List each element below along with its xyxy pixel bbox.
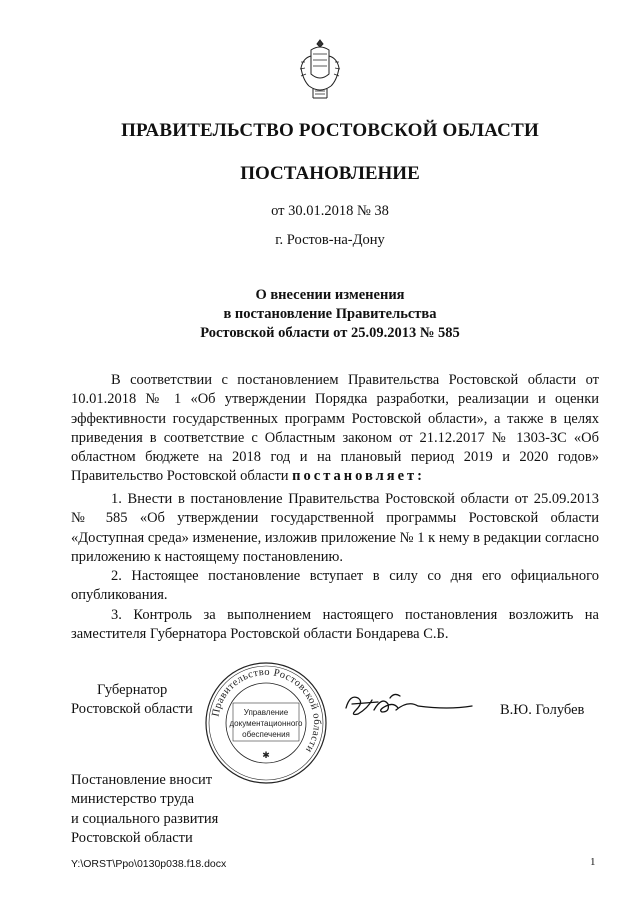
subject-line-2: в постановление Правительства — [223, 306, 437, 322]
decree-item: 3. Контроль за выполнением настоящего постановления возложить на заместителя Губернатора Ростовской области Бондарева С.Б. — [71, 606, 599, 643]
note-line-1: Постановление вносит — [71, 772, 213, 788]
note-line-3: и социального развития — [71, 810, 219, 827]
decree-subject — [60, 286, 600, 343]
city: г. Ростов-на-Дону — [275, 232, 385, 248]
coat-of-arms-icon — [297, 36, 343, 102]
seal-inner-line-3: обеспечения — [242, 730, 290, 739]
resolves-keyword: постановляет: — [292, 468, 426, 485]
file-path: Y:\ORST\Ppo\0130p038.f18.docx — [71, 858, 227, 870]
subject-line-1: О внесении изменения — [255, 287, 405, 303]
note-line-2: министерство труда — [71, 791, 195, 808]
svg-text:✱: ✱ — [262, 750, 270, 760]
decree-item: 1. Внести в постановление Правительства Ростовской области от 25.09.2013 № 585 «Об утверждении государственной программы Ростовской области «Доступная среда» изменение, изложив приложение № 1 к нему в редакции согласно приложению к настоящему постановлению. — [71, 491, 599, 565]
seal-ring-text: Правительство Ростовской области — [210, 666, 323, 755]
decree-items — [71, 490, 599, 644]
position-line-1: Губернатор — [97, 682, 168, 698]
page-number: 1 — [590, 856, 596, 868]
subject-line-3: Ростовской области от 25.09.2013 № 585 — [200, 325, 460, 341]
decree-date-number: от 30.01.2018 № 38 — [271, 203, 389, 219]
seal-inner-line-1: Управление — [243, 708, 289, 717]
handwritten-signature — [338, 680, 478, 725]
signatory-name: В.Ю. Голубев — [500, 702, 585, 718]
preamble-paragraph — [71, 371, 599, 487]
submitted-by-note — [71, 771, 271, 848]
signatory-position — [71, 681, 211, 720]
note-line-4: Ростовской области — [71, 829, 193, 846]
position-line-2: Ростовской области — [71, 701, 193, 718]
decree-title: ПОСТАНОВЛЕНИЕ — [240, 163, 420, 184]
decree-item: 2. Настоящее постановление вступает в силу со дня его официального опубликования. — [71, 568, 599, 604]
government-title: ПРАВИТЕЛЬСТВО РОСТОВСКОЙ ОБЛАСТИ — [121, 120, 539, 141]
seal-inner-line-2: документационного — [229, 719, 303, 728]
official-seal — [203, 660, 329, 786]
preamble-text: В соответствии с постановлением Правительства Ростовской области от 10.01.2018 № 1 «Об утверждении Порядка разработки, реализации и оценки эффективности государственных программ Ростовской области», а также в целях приведения в соответствие с Областным законом от 21.12.2017 № 1303-ЗС «Об областном бюджете на 2018 год и на плановый период 2019 и 2020 годов» Правительство Ростовской области — [71, 372, 599, 485]
